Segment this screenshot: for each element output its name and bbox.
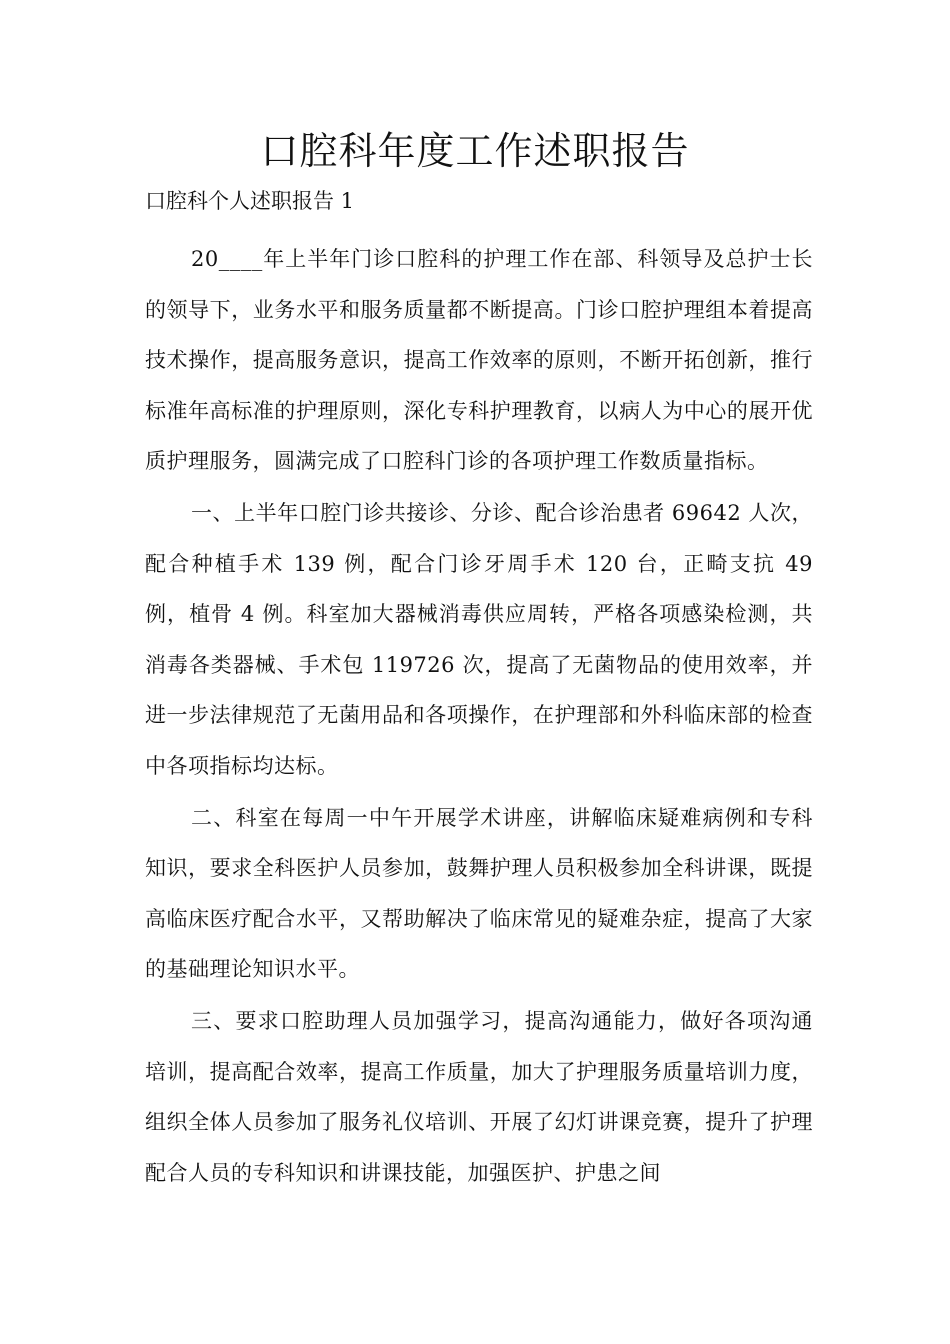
document-subtitle: 口腔科个人述职报告 1 xyxy=(145,189,355,213)
document-title: 口腔科年度工作述职报告 xyxy=(260,129,690,173)
document-body xyxy=(145,234,813,1199)
paragraph-section-3: 三、要求口腔助理人员加强学习，提高沟通能力，做好各项沟通培训，提高配合效率，提高工作质量，加大了护理服务质量培训力度，组织全体人员参加了服务礼仪培训、开展了幻灯讲课竞赛，提升了护理配合人员的专科知识和讲课技能，加强医护、护患之间 xyxy=(145,1008,813,1185)
paragraph-section-2: 二、科室在每周一中午开展学术讲座，讲解临床疑难病例和专科知识，要求全科医护人员参加，鼓舞护理人员积极参加全科讲课，既提高临床医疗配合水平，又帮助解决了临床常见的疑难杂症，提高了大家的基础理论知识水平。 xyxy=(145,805,813,982)
paragraph-section-1: 一、上半年口腔门诊共接诊、分诊、配合诊治患者 69642 人次，配合种植手术 139 例，配合门诊牙周手术 120 台，正畸支抗 49 例，植骨 4 例。科室加大器械消毒供应周转，严格各项感染检测，共消毒各类器械、手术包 119726 次，提高了无菌物品的使用效率，并进一步法律规范了无菌用品和各项操作，在护理部和外科临床部的检查中各项指标均达标。 xyxy=(145,500,813,778)
paragraph-intro: 20____年上半年门诊口腔科的护理工作在部、科领导及总护士长的领导下，业务水平和服务质量都不断提高。门诊口腔护理组本着提高技术操作，提高服务意识，提高工作效率的原则，不断开拓创新，推行标准年高标准的护理原则，深化专科护理教育，以病人为中心的展开优质护理服务，圆满完成了口腔科门诊的各项护理工作数质量指标。 xyxy=(145,247,813,474)
